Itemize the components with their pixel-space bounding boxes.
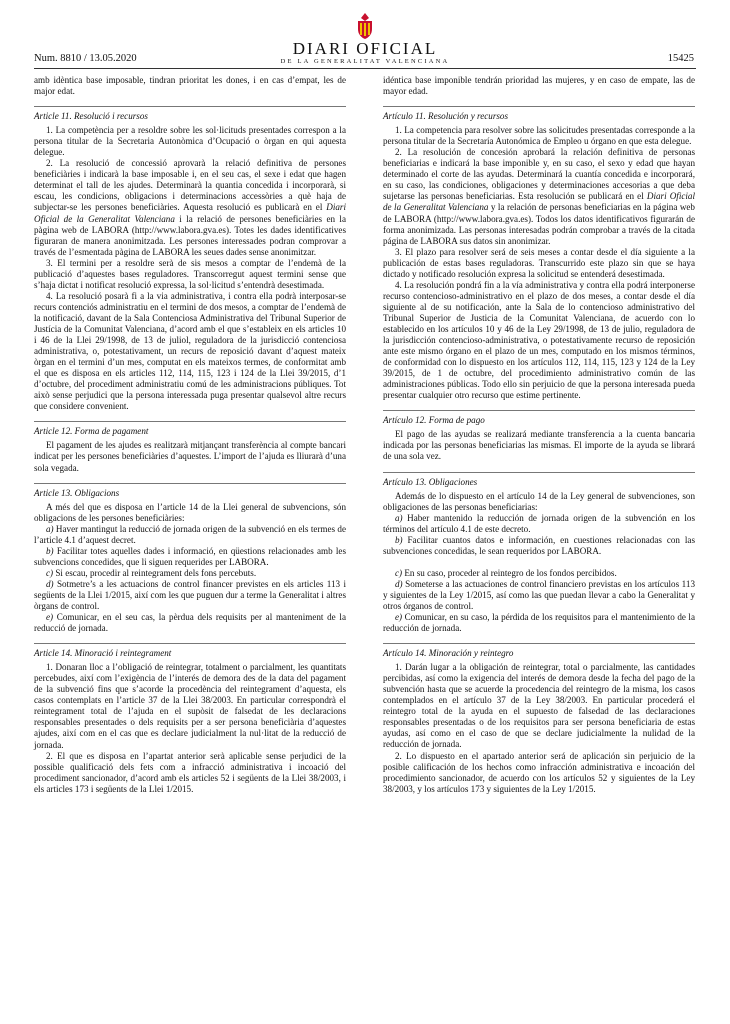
article-heading: Article 12. Forma de pagament [34,421,346,437]
paragraph: El pagament de les ajudes es realitzarà mitjançant transferència al compte bancari indicat per les persones beneficiàries d’aquestes. L’import de l’ajuda es lliurarà d’una sola vegada. [34,440,346,473]
paragraph: 4. La resolución pondrá fin a la vía administrativa y contra ella podrá interponerse recurso contencioso-administrativo en el plazo de dos meses, a contar desde el día siguiente al de su notificación, ante la Sala de lo contencioso administrativo del Tribunal Superior de Justicia de la Comunitat Valenciana, de acuerdo con lo establecido en los artículos 10 y 46 de la Ley 29/1998, de 13 de julio, reguladora de la jurisdicción contencioso-administrativa, o potestativamente recurso de reposición ante este mismo órgano en el plazo de un mes, computado en los mismos términos, de conformidad con lo dispuesto en los artículos 112, 114, 115, 123 y 124 de la Ley 39/2015, de 1 de octubre, del procedimiento administrativo común de las administraciones públicas. Todo ello sin perjuicio de que la persona interesada pueda presentar cualquier otro recurso que estime pertinente. [383,279,695,401]
header-rule [34,68,696,69]
journal-title: DIARI OFICIAL [292,39,438,58]
article-heading: Artículo 13. Obligaciones [383,472,695,488]
article-heading: Artículo 12. Forma de pago [383,410,695,426]
page-number: 15425 [667,53,694,64]
paragraph: 4. La resolució posarà fi a la via administrativa, i contra ella podrà interposar-se recurs contenciós administratiu en el termini de dos mesos, a comptar de l’endemà de la notificació, davant de la Sala Contenciosa Administrativa del Tribunal Superior de Justícia de la Comunitat Valenciana, d’acord amb el que s’estableix en els articles 10 i 46 de la Llei 29/1998, de 13 de juliol, reguladora de la jurisdicció contenciosa administrativa, o, potestativament, un recurs de reposició davant d’aquest mateix òrgan en el termini d’un mes, computat en els mateixos termes, de conformitat amb el que es disposa en els articles 112, 114, 115, 123 i 124 de la Llei 39/2015, d’1 d’octubre, del procediment administratiu comú de les administracions públiques. Tot això sense perjudici que la persona interessada puga presentar qualsevol altre recurs que considere convenient. [34,290,346,412]
paragraph: 3. El termini per a resoldre serà de sis mesos a comptar de l’endemà de la publicació d’aquestes bases reguladores. Transcorregut aquest termini sense que s’haja dictat i notificat resolució expressa, la sol·licitud s’entendrà desestimada. [34,257,346,290]
list-item: e) Comunicar, en su caso, la pérdida de los requisitos para el mantenimiento de la reducción de jornada. [383,612,695,634]
article-heading: Artículo 14. Minoración y reintegro [383,643,695,659]
list-item: c) En su caso, proceder al reintegro de los fondos percibidos. [395,567,617,578]
paragraph: El pago de las ayudas se realizará mediante transferencia a la cuenta bancaria indicada por las personas beneficiarias las mismas. El importe de la ayuda se librará de una sola vez. [383,429,695,462]
article-heading: Article 14. Minoració i reintegrament [34,643,346,659]
list-item: b) Facilitar cuantos datos e información, en cuestiones relacionadas con las subvenciones concedidas, le sean requeridos por LABORA. [383,534,695,556]
paragraph: 2. Lo dispuesto en el apartado anterior será de aplicación sin perjuicio de la posible calificación de los hechos como infracción administrativa e incoación del procedimiento sancionador, de acuerdo con los artículos 52 y siguientes de la Ley 38/2003, y los artículos 173 y siguientes de la Ley 1/2015. [383,750,695,794]
journal-subtitle: DE LA GENERALITAT VALENCIANA [280,58,450,65]
column-valencian [34,75,346,795]
paragraph: 1. La competència per a resoldre sobre les sol·licituds presentades correspon a la persona titular de la Secretaria Autonòmica d’Ocupació o òrgan en qui aquesta delegue. [34,125,346,158]
paragraph: A més del que es disposa en l’article 14 de la Llei general de subvencions, són obligacions de les persones beneficiàries: [34,501,346,523]
article-heading: Article 13. Obligacions [34,483,346,499]
paragraph: Además de lo dispuesto en el artículo 14 de la Ley general de subvenciones, son obligaciones de las personas beneficiarias: [383,490,695,512]
paragraph: 2. La resolución de concesión aprobará la relación definitiva de personas beneficiarias e indicará la base imponible y, en su caso, el sexo y edad que hayan determinado el corte de las ayudas. Determinará la cuantía concedida e incorporará, en su caso, las condiciones, obligaciones y determinaciones accesorias a que deba sujetarse las personas beneficiarias. Esta resolución se publicará en el Diari Oficial de la Generalitat Valenciana y la relación de personas beneficiarias en la página web de LABORA (http://www.labora.gva.es). Todos los datos identificativos figurarán de forma anonimizada. Las personas interesadas podrán comprobar a través de la citada página de LABORA sus datos sin anonimizar. [383,147,695,246]
paragraph: 2. El que es disposa en l’apartat anterior serà aplicable sense perjudici de la possible qualificació dels fets com a infracció administrativa i incoació del procediment sancionador, d’acord amb els articles 52 i següents de la Llei 38/2003, i els articles 173 i següents de la Llei 1/2015. [34,750,346,794]
paragraph: amb idèntica base imposable, tindran prioritat les dones, i en cas d’empat, les de major edat. [34,75,346,97]
article-heading: Artículo 11. Resolución y recursos [383,106,695,122]
column-spanish [383,75,695,795]
list-item: e) Comunicar, en el seu cas, la pèrdua dels requisits per al manteniment de la reducció de jornada. [34,612,346,634]
list-item: d) Someterse a las actuaciones de control financiero previstas en los artículos 113 y siguientes de la Ley 1/2015, así como las que puedan llevar a cabo la Generalitat y otros órganos de control. [383,578,695,611]
list-item: a) Haver mantingut la reducció de jornada origen de la subvenció en els termes de l’article 4.1 d’aquest decret. [34,523,346,545]
list-item: a) Haber mantenido la reducción de jornada origen de la subvención en los términos del artículo 4.1 de este decreto. [383,512,695,534]
paragraph: 2. La resolució de concessió aprovarà la relació definitiva de persones beneficiàries i indicarà la base imposable i, en el seu cas, el sexe i edat que hagen determinat el tall de les ajudes. Determinarà la quantia concedida i incorporarà, si escau, les condicions, obligacions i determinacions accessòries a què haja de subjectar-se les persones beneficiàries. Aquesta resolució es publicarà en el Diari Oficial de la Generalitat Valenciana i la relació de persones beneficiàries en la pàgina web de LABORA (http://www.labora.gva.es). Totes les dades identificatives figuraran de manera anonimitzada. Les persones interessades podran comprovar a través de l’esmentada pàgina de LABORA les seues dades sense anonimitzar. [34,158,346,257]
paragraph: 1. Darán lugar a la obligación de reintegrar, total o parcialmente, las cantidades percibidas, así como la exigencia del interés de demora desde la fecha del pago de la subvención hasta que se acuerde la procedencia del reintegro de la misma, los casos contemplados en el artículo 37 de la Ley 38/2003. En particular procederá el reintegro total de la ayuda en el supuesto de falsedad de las declaraciones responsables presentadas o de los requisitos para ser persona beneficiaria de estas ayudas, así como en el caso de que se declare judicialmente la nulidad de la reducción de jornada. [383,662,695,750]
list-item: b) Facilitar totes aquelles dades i informació, en qüestions relacionades amb les subvencions concedides, que li siguen requerides per LABORA. [34,545,346,567]
list-item: c) Si escau, procedir al reintegrament dels fons percebuts. [46,567,257,578]
spacer [383,557,695,568]
article-heading: Article 11. Resolució i recursos [34,106,346,122]
paragraph: idéntica base imponible tendrán prioridad las mujeres, y en caso de empate, las de mayor edad. [383,75,695,97]
paragraph: 1. Donaran lloc a l’obligació de reintegrar, totalment o parcialment, les quantitats percebudes, així com l’exigència de l’interés de demora des de la data del pagament de la subvenció fins que s’acorde la procedència del reintegrament d’aquesta, els casos contemplats en l’article 37 de la Llei 38/2003. En particular correspondrà el reintegrament total de l’ajuda en el supòsit de falsedat de les declaracions responsables presentades o dels requisits per a ser persona beneficiària d’aquestes ajudes, així com en el cas que es declare judicialment la nul·litat de la reducció de jornada. [34,662,346,750]
generalitat-emblem-icon [354,12,376,40]
paragraph: 3. El plazo para resolver será de seis meses a contar desde el día siguiente a la publicación de estas bases reguladoras. Transcurrido este plazo sin que se haya dictado y notificado resolución expresa la solicitud se entenderá desestimada. [383,246,695,279]
paragraph: 1. La competencia para resolver sobre las solicitudes presentadas corresponde a la persona titular de la Secretaría Autonómica de Empleo u órgano en que esta delegue. [383,125,695,147]
issue-number-date: Num. 8810 / 13.05.2020 [34,53,137,64]
list-item: d) Sotmetre’s a les actuacions de control financer previstes en els articles 113 i següents de la Llei 1/2015, així com les que puguen dur a terme la Generalitat i altres òrgans de control. [34,578,346,612]
